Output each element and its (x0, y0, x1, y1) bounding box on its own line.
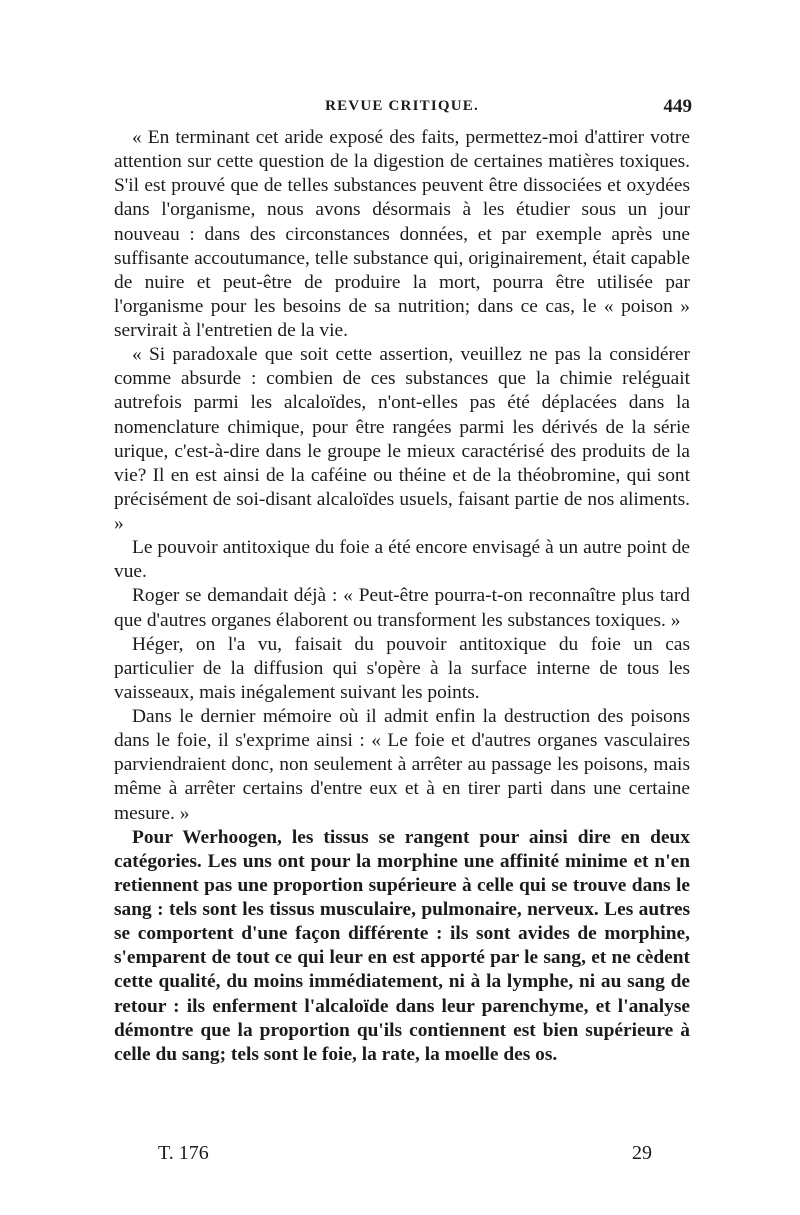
page-number: 449 (663, 96, 692, 117)
printer-signature: T. 176 (158, 1142, 209, 1164)
page-footer (114, 1142, 690, 1168)
paragraph: Roger se demandait déjà : « Peut-être pourra-t-on reconnaître plus tard que d'autres organes élaborent ou transforment les substances toxiques. » (114, 585, 690, 631)
running-head (114, 96, 690, 120)
paragraph: « Si paradoxale que soit cette assertion, veuillez ne pas la considérer comme absurde : combien de ces substances que la chimie reléguait autrefois parmi les alcaloïdes, n'ont-elles pas été déplacées dans la nomenclature chimique, pour être rangées parmi les dérivés de la série urique, c'est-à-dire dans le groupe le mieux caractérisé des produits de la vie? Il en est ainsi de la caféine ou théine et de la théobromine, qui sont précisément de soi-disant alcaloïdes usuels, faisant partie de nos aliments. » (114, 344, 690, 534)
paragraph: Le pouvoir antitoxique du foie a été encore envisagé à un autre point de vue. (114, 537, 690, 583)
paragraph: Dans le dernier mémoire où il admit enfin la destruction des poisons dans le foie, il s'exprime ainsi : « Le foie et d'autres organes vasculaires parviendraient donc, non seulement à arrêter au passage les poisons, mais même à arrêter certains d'entre eux et à en tirer parti dans une certaine mesure. » (114, 706, 690, 824)
paragraph-bold: Pour Werhoogen, les tissus se rangent pour ainsi dire en deux catégories. Les uns ont pour la morphine une affinité minime et n'en retiennent pas une proportion supérieure à celle qui se trouve dans le sang : tels sont les tissus musculaire, pulmonaire, nerveux. Les autres se comportent d'une façon différente : ils sont avides de morphine, s'emparent de tout ce qui leur en est apporté par le sang, et ne cèdent cette qualité, du moins immédiatement, ni à la lymphe, ni au sang de retour : ils enferment l'alcaloïde dans leur parenchyme, et l'analyse démontre que la proportion qu'ils contiennent est bien supérieure à celle du sang; tels sont le foie, la rate, la moelle des os. (114, 826, 690, 1065)
paragraph: Héger, on l'a vu, faisait du pouvoir antitoxique du foie un cas particulier de la diffusion qui s'opère à la surface interne de tous les vaisseaux, mais inégalement suivant les points. (114, 633, 690, 703)
paragraph: « En terminant cet aride exposé des faits, permettez-moi d'attirer votre attention sur cette question de la digestion de certaines matières toxiques. S'il est prouvé que de telles substances peuvent être dissociées et oxydées dans l'organisme, nous avons désormais à les étudier sous un jour nouveau : dans des circonstances données, et par exemple après une suffisante accoutumance, telle substance qui, originairement, était capable de nuire et peut-être de produire la mort, pourra être utilisée par l'organisme pour les besoins de sa nutrition; dans ce cas, le « poison » servirait à l'entretien de la vie. (114, 127, 690, 341)
sheet-number: 29 (632, 1142, 652, 1164)
body-text (114, 126, 690, 1067)
running-title: REVUE CRITIQUE. (325, 98, 479, 114)
